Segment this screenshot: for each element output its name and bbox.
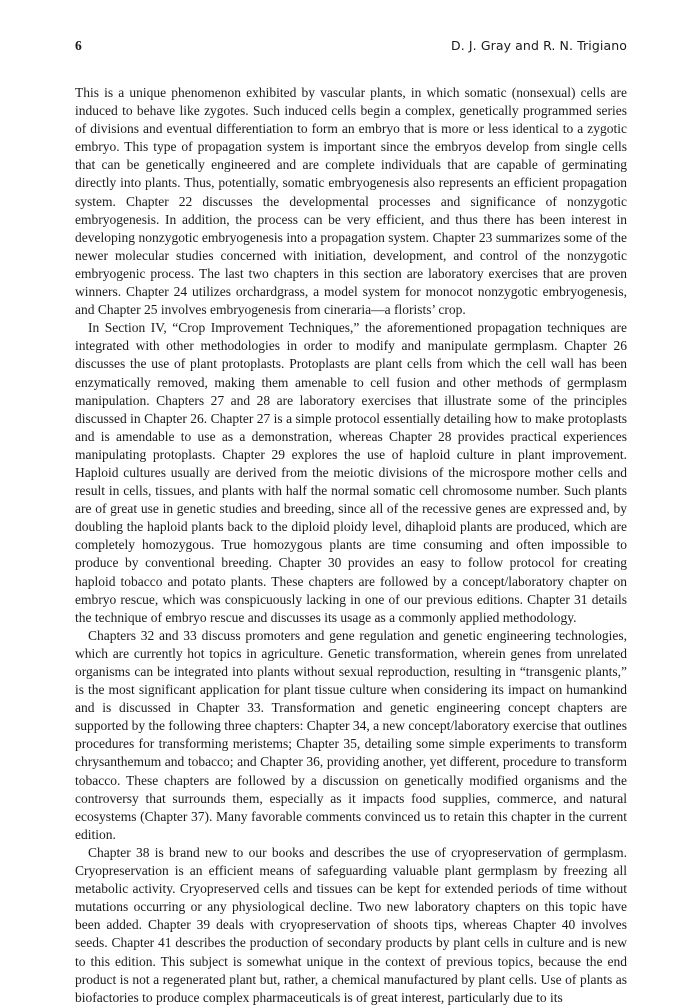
running-head [75, 38, 627, 60]
body-text [75, 84, 627, 1007]
book-page [75, 38, 627, 1007]
page-number: 6 [75, 38, 82, 53]
paragraph: This is a unique phenomenon exhibited by vascular plants, in which somatic (nonsexual) cells are induced to behave like zygotes. Such induced cells begin a complex, genetically programmed series of divisions and eventual differentiation to form an embryo that is more or less identical to a zygotic embryo. This type of propagation system is important since the embryos develop from single cells that can be genetically engineered and are complete individuals that are capable of germinating directly into plants. Thus, potentially, somatic embryogenesis also represents an efficient propagation system. Chapter 22 discusses the developmental processes and significance of nonzygotic embryogenesis. In addition, the process can be very efficient, and thus there has been interest in developing nonzygotic embryogenesis into a propagation system. Chapter 23 summarizes some of the newer molecular studies concerned with initiation, development, and control of the nonzygotic embryogenic process. The last two chapters in this section are laboratory exercises that are proven winners. Chapter 24 utilizes orchardgrass, a model system for monocot nonzygotic embryogenesis, and Chapter 25 involves embryogenesis from cineraria—a florists’ crop. [75, 85, 627, 318]
paragraph: Chapters 32 and 33 discuss promoters and gene regulation and genetic engineering technologies, which are currently hot topics in agriculture. Genetic transformation, wherein genes from unrelated organisms can be integrated into plants without sexual reproduction, resulting in “transgenic plants,” is the most significant application for plant tissue culture when considering its impact on humankind and is discussed in Chapter 33. Transformation and genetic engineering concept chapters are supported by the following three chapters: Chapter 34, a new concept/laboratory exercise that outlines procedures for transforming meristems; Chapter 35, detailing some simple experiments to transform chrysanthemum and tobacco; and Chapter 36, providing another, yet different, procedure to transform tobacco. These chapters are followed by a discussion on genetically modified organisms and the controversy that surrounds them, especially as it impacts food supplies, commerce, and natural ecosystems (Chapter 37). Many favorable comments convinced us to retain this chapter in the current edition. [75, 627, 627, 842]
paragraph: In Section IV, “Crop Improvement Techniques,” the aforementioned propagation techniques are integrated with other methodologies in order to modify and manipulate germplasm. Chapter 26 discusses the use of plant protoplasts. Protoplasts are plant cells from which the cell wall has been enzymatically removed, making them amenable to cell fusion and other methods of germplasm manipulation. Chapters 27 and 28 are laboratory exercises that illustrate some of the principles discussed in Chapter 26. Chapter 27 is a simple protocol essentially detailing how to make protoplasts and is amendable to use as a demonstration, whereas Chapter 28 provides practical experiences manipulating protoplasts. Chapter 29 explores the use of haploid culture in plant improvement. Haploid cultures usually are derived from the meiotic divisions of the microspore mother cells and result in cells, tissues, and plants with half the normal somatic cell chromosome number. Such plants are of great use in genetic studies and breeding, since all of the recessive genes are expressed and, by doubling the haploid plants back to the diploid ploidy level, dihaploid plants are produced, which are completely homozygous. True homozygous plants are time consuming and often impossible to produce by conventional breeding. Chapter 30 provides an easy to follow protocol for creating haploid tobacco and potato plants. These chapters are followed by a concept/laboratory chapter on embryo rescue, which was conspicuously lacking in one of our previous editions. Chapter 31 details the technique of embryo rescue and discusses its usage as a commonly applied methodology. [75, 320, 627, 625]
running-head-authors: D. J. Gray and R. N. Trigiano [451, 38, 627, 53]
paragraph: Chapter 38 is brand new to our books and describes the use of cryopreservation of germplasm. Cryopreservation is an efficient means of safeguarding valuable plant germplasm by freezing all metabolic activity. Cryopreserved cells and tissues can be kept for extended periods of time without mutations occurring or any physiological decline. Two new laboratory chapters on this topic have been added. Chapter 39 deals with cryopreservation of shoots tips, whereas Chapter 40 involves seeds. Chapter 41 describes the production of secondary products by plant cells in culture and is new to this edition. This subject is somewhat unique in the context of previous topics, because the end product is not a regenerated plant but, rather, a chemical manufactured by plant cells. Use of plants as biofactories to produce complex pharmaceuticals is of great interest, particularly due to its [75, 844, 627, 1005]
